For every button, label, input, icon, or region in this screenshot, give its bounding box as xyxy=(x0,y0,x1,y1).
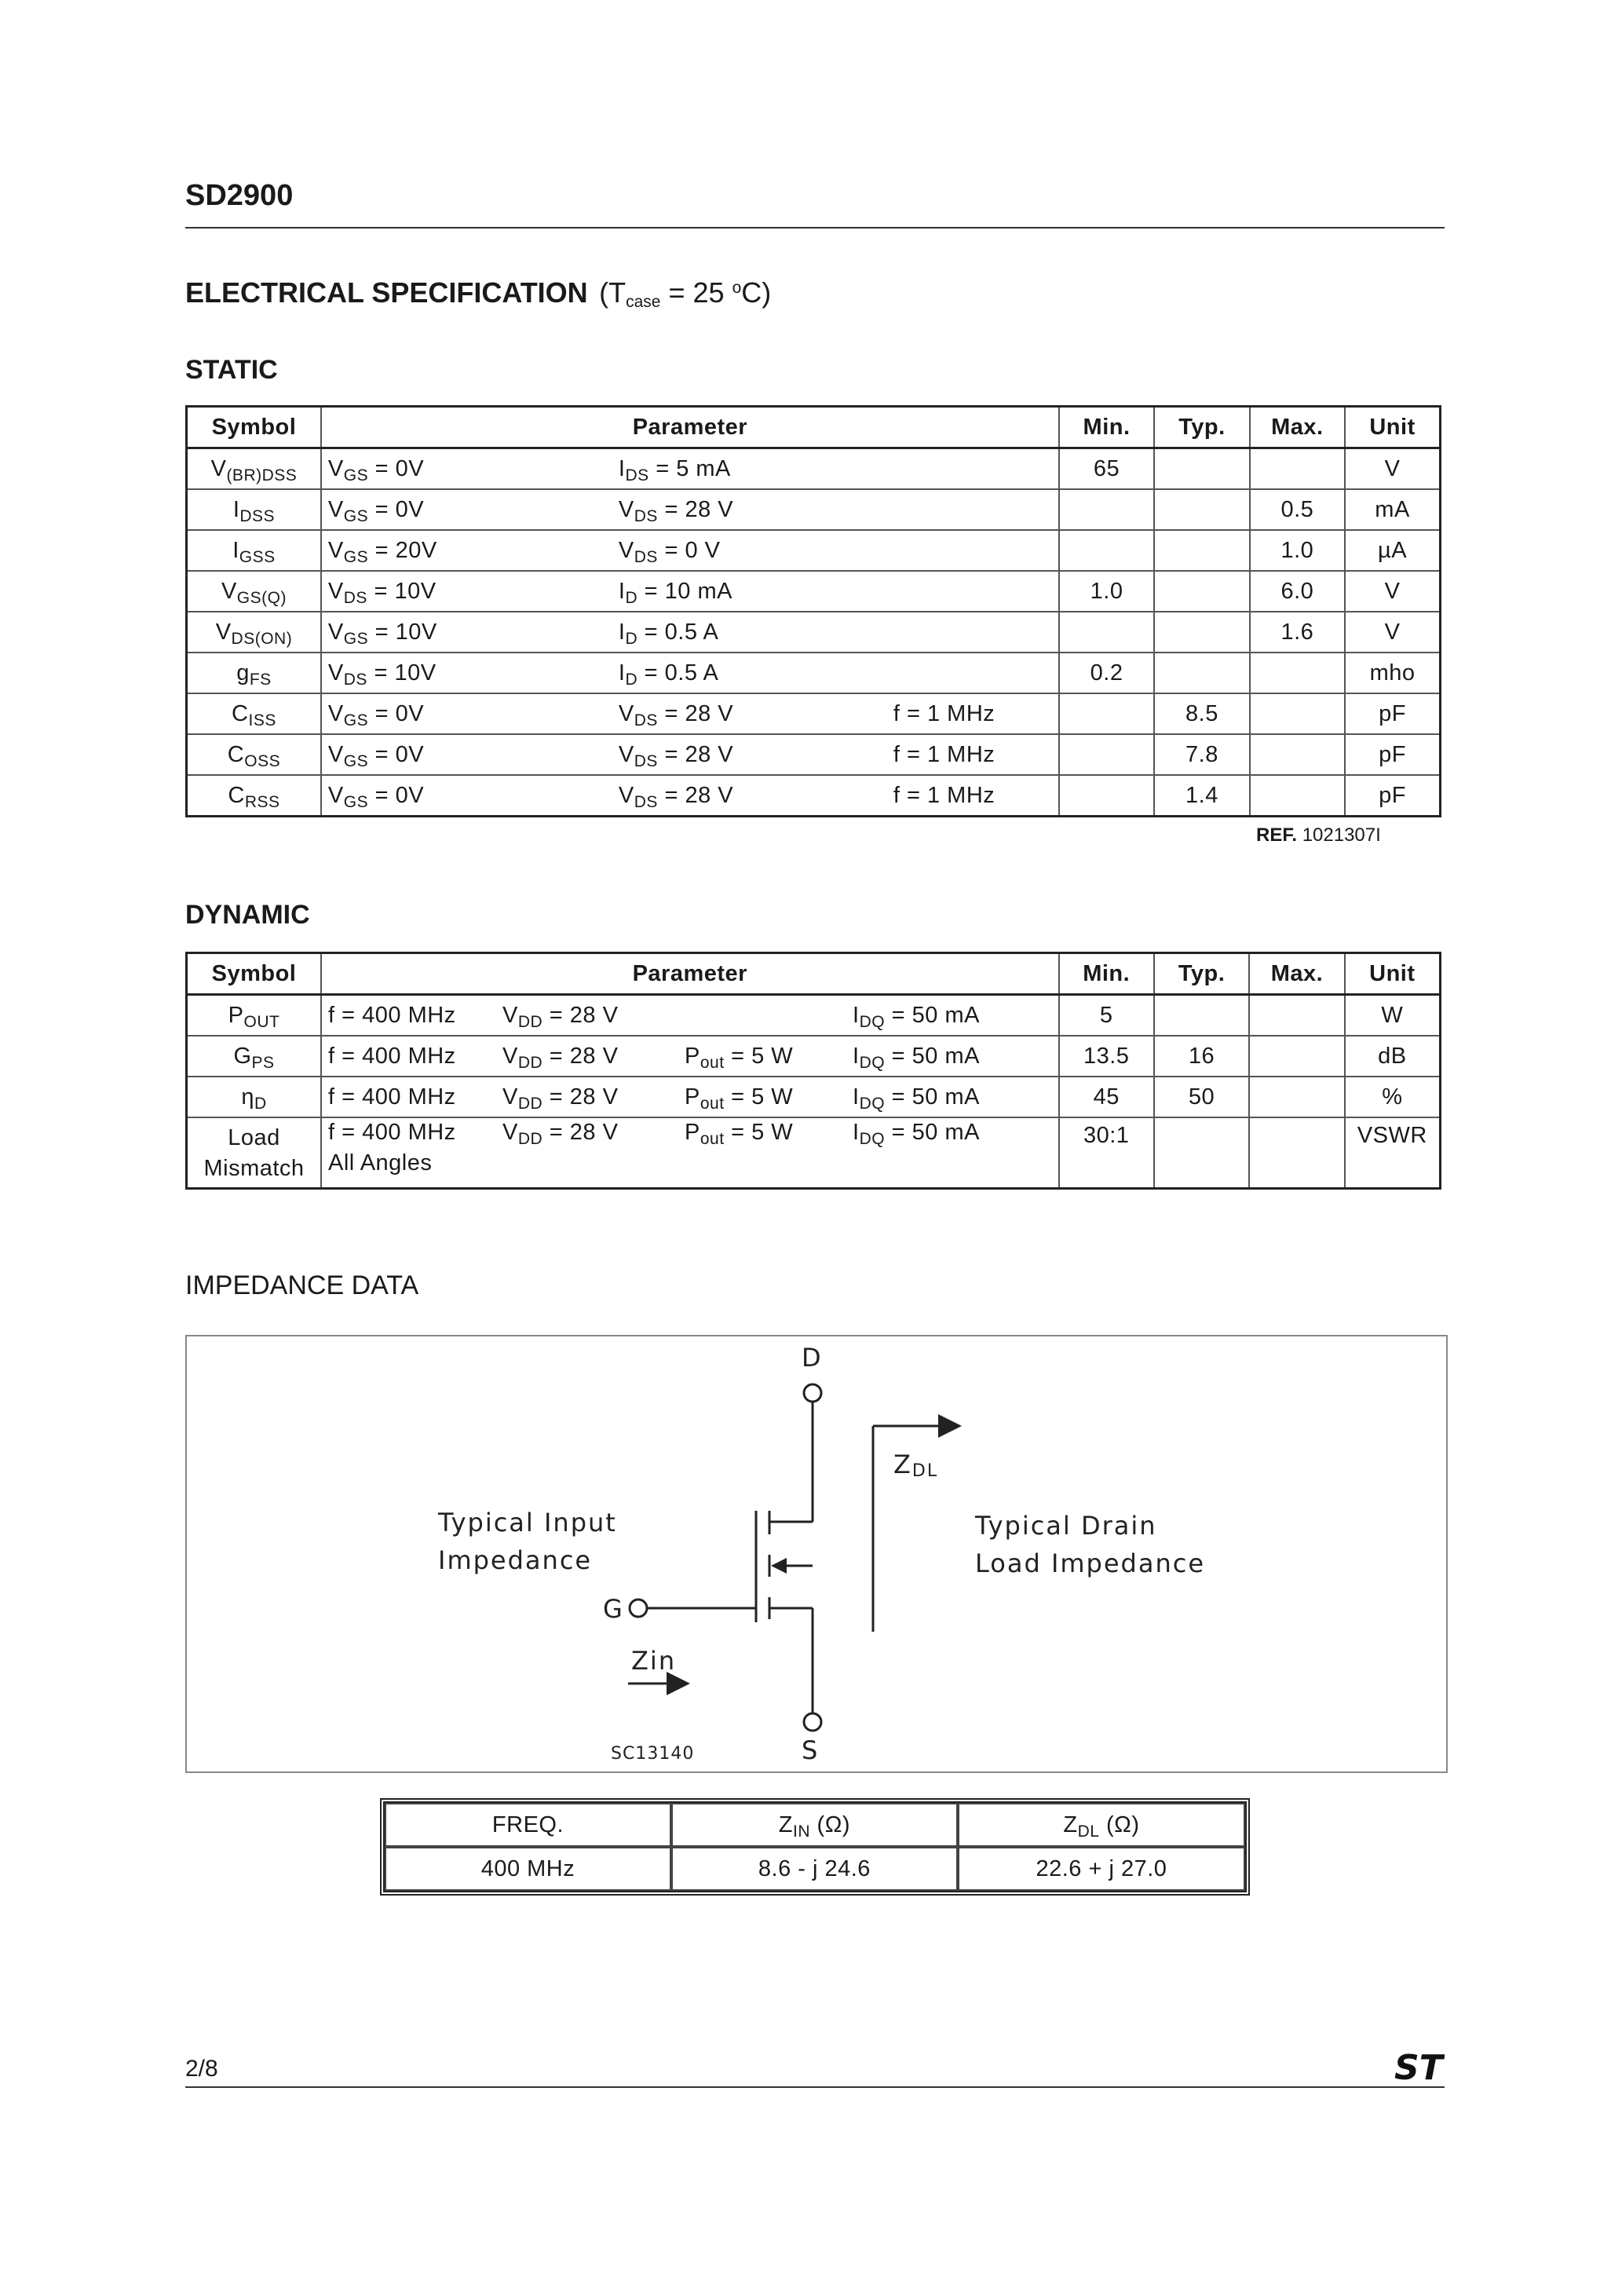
source-label: S xyxy=(802,1735,820,1765)
impedance-table xyxy=(380,1798,1250,1896)
parameter-cell xyxy=(321,448,1059,490)
table-row xyxy=(187,530,1441,571)
parameter-conditions xyxy=(328,742,1052,768)
typ-cell xyxy=(1154,1117,1249,1189)
typ-cell xyxy=(1154,653,1249,693)
parameter-cell xyxy=(321,1077,1059,1117)
idq-condition: $I_{DQ} = 50$ mA xyxy=(853,1043,980,1072)
impedance-header-freq: FREQ. xyxy=(385,1803,671,1847)
max-cell xyxy=(1249,995,1344,1036)
vdd-condition: $V_{DD} = 28$ V xyxy=(502,1120,619,1148)
drain-label: D xyxy=(802,1343,823,1373)
dynamic-header-row xyxy=(187,953,1441,995)
condition-1: $V_{GS} = 0V$ xyxy=(327,455,425,484)
max-cell xyxy=(1250,693,1345,734)
ref-code: REF. 1021307I xyxy=(1256,824,1381,846)
part-number: SD2900 xyxy=(185,179,294,212)
static-table xyxy=(185,405,1441,817)
condition-2: $V_{DS} = 28$ V xyxy=(618,700,734,729)
drain-impedance-label-2: Load Impedance xyxy=(975,1548,1206,1578)
parameter-conditions xyxy=(328,497,1052,523)
condition-3 xyxy=(893,456,1050,482)
parameter-conditions xyxy=(328,456,1052,482)
symbol-cell: $V_{GS(Q)}$ xyxy=(187,571,321,612)
parameter-conditions xyxy=(328,1118,1052,1177)
max-cell: 1.0 xyxy=(1250,530,1345,571)
condition-2: $V_{DS} = 28$ V xyxy=(618,496,734,525)
unit-cell: mA xyxy=(1345,489,1440,530)
symbol-cell: $C_{ISS}$ xyxy=(187,693,321,734)
condition-3 xyxy=(893,497,1050,523)
table-row xyxy=(187,1036,1441,1077)
gate-label: G xyxy=(603,1594,624,1624)
footer-rule xyxy=(185,2086,1445,2088)
unit-cell: µA xyxy=(1345,530,1440,571)
static-header-row xyxy=(187,407,1441,448)
parameter-conditions xyxy=(328,1003,1052,1029)
parameter-cell xyxy=(321,530,1059,571)
min-cell: 5 xyxy=(1059,995,1154,1036)
condition-3 xyxy=(893,620,1050,645)
symbol-cell: $I_{DSS}$ xyxy=(187,489,321,530)
max-cell xyxy=(1250,448,1345,490)
input-impedance-label-2: Impedance xyxy=(438,1545,593,1575)
svg-text:ST: ST xyxy=(1394,2048,1443,2084)
source-terminal xyxy=(804,1713,821,1731)
parameter-cell xyxy=(321,612,1059,653)
parameter-cell xyxy=(321,775,1059,817)
condition-3 xyxy=(893,579,1050,605)
typ-cell: 16 xyxy=(1154,1036,1249,1077)
max-cell: 6.0 xyxy=(1250,571,1345,612)
symbol-cell: $\eta_D$ xyxy=(187,1077,322,1117)
min-cell xyxy=(1059,734,1154,775)
parameter-conditions xyxy=(328,783,1052,809)
symbol-cell: $V_{DS(ON)}$ xyxy=(187,612,321,653)
st-logo-icon xyxy=(1393,2048,1445,2084)
dynamic-header-min: Min. xyxy=(1059,953,1154,995)
frequency-condition: f = 400 MHz xyxy=(328,1120,456,1145)
typ-cell: 7.8 xyxy=(1154,734,1249,775)
table-row xyxy=(187,734,1441,775)
static-header-unit: Unit xyxy=(1345,407,1440,448)
static-header-max: Max. xyxy=(1250,407,1345,448)
parameter-cell xyxy=(321,995,1059,1036)
min-cell xyxy=(1059,612,1154,653)
parameter-conditions xyxy=(328,579,1052,605)
min-cell xyxy=(1059,775,1154,817)
min-cell xyxy=(1059,489,1154,530)
typ-cell xyxy=(1154,448,1249,490)
st-logo xyxy=(1393,2048,1445,2088)
typ-cell xyxy=(1154,612,1249,653)
min-cell xyxy=(1059,693,1154,734)
condition-1: $V_{GS} = 20V$ xyxy=(327,537,437,566)
vdd-condition: $V_{DD} = 28$ V xyxy=(502,1002,619,1031)
parameter-conditions xyxy=(327,660,1052,689)
impedance-zin-value: 8.6 - j 24.6 xyxy=(671,1847,958,1891)
condition-3: f = 1 MHz xyxy=(893,782,995,808)
typ-cell xyxy=(1154,489,1249,530)
condition-1: $V_{GS} = 0V$ xyxy=(327,782,425,811)
unit-cell: pF xyxy=(1345,734,1440,775)
condition-1: $V_{GS} = 10V$ xyxy=(327,619,437,648)
table-row xyxy=(187,448,1441,490)
symbol-cell: Load Mismatch xyxy=(187,1117,322,1189)
min-cell: 1.0 xyxy=(1059,571,1154,612)
drain-terminal xyxy=(804,1384,821,1402)
condition-1: $V_{DS} = 10V$ xyxy=(327,578,437,607)
condition-2: $I_D = 10$ mA xyxy=(618,578,732,607)
condition-3 xyxy=(893,538,1050,564)
mosfet-schematic xyxy=(187,1336,1446,1771)
dynamic-header-max: Max. xyxy=(1249,953,1344,995)
parameter-cell xyxy=(321,489,1059,530)
unit-cell: V xyxy=(1345,612,1440,653)
condition-2: $I_{DS} = 5$ mA xyxy=(618,455,731,484)
parameter-cell xyxy=(321,1036,1059,1077)
unit-cell: V xyxy=(1345,448,1440,490)
typ-cell: 1.4 xyxy=(1154,775,1249,817)
condition-3 xyxy=(893,660,1050,686)
impedance-title: IMPEDANCE DATA xyxy=(185,1270,419,1300)
electrical-spec-condition: (Tcase = 25 $^o$C) xyxy=(599,276,772,311)
max-cell xyxy=(1250,775,1345,817)
condition-2: $V_{DS} = 28$ V xyxy=(618,741,734,770)
symbol-cell: $g_{FS}$ xyxy=(187,653,321,693)
max-cell xyxy=(1249,1117,1344,1189)
static-title: STATIC xyxy=(185,355,278,385)
dynamic-table xyxy=(185,952,1441,1190)
frequency-condition: f = 400 MHz xyxy=(328,1084,456,1110)
symbol-cell: $C_{OSS}$ xyxy=(187,734,321,775)
zdl-label: ZDL xyxy=(893,1450,939,1481)
unit-cell: pF xyxy=(1345,693,1440,734)
min-cell: 13.5 xyxy=(1059,1036,1154,1077)
parameter-conditions xyxy=(328,1043,1052,1072)
condition-2: $V_{DS} = 0$ V xyxy=(618,537,721,566)
static-header-parameter: Parameter xyxy=(321,407,1059,448)
parameter-conditions xyxy=(327,619,1052,648)
gate-terminal xyxy=(630,1600,647,1617)
parameter-conditions xyxy=(328,1084,1052,1113)
min-cell xyxy=(1059,530,1154,571)
dynamic-header-parameter: Parameter xyxy=(321,953,1059,995)
table-row xyxy=(187,653,1441,693)
min-cell: 0.2 xyxy=(1059,653,1154,693)
min-cell: 65 xyxy=(1059,448,1154,490)
condition-1: $V_{GS} = 0V$ xyxy=(327,700,425,729)
body-arrow-icon xyxy=(771,1558,787,1574)
table-row xyxy=(187,995,1441,1036)
idq-condition: $I_{DQ} = 50$ mA xyxy=(853,1084,980,1113)
condition-1: $V_{GS} = 0V$ xyxy=(327,741,425,770)
dynamic-header-typ: Typ. xyxy=(1154,953,1249,995)
table-row xyxy=(187,1077,1441,1117)
condition-2: $I_D = 0.5$ A xyxy=(618,660,719,689)
electrical-spec-heading xyxy=(185,276,771,309)
table-row xyxy=(187,775,1441,817)
unit-cell: % xyxy=(1345,1077,1441,1117)
max-cell: 1.6 xyxy=(1250,612,1345,653)
condition-3: f = 1 MHz xyxy=(893,741,995,767)
max-cell xyxy=(1249,1077,1344,1117)
typ-cell xyxy=(1154,530,1249,571)
idq-condition: $I_{DQ} = 50$ mA xyxy=(853,1002,980,1031)
parameter-cell xyxy=(321,571,1059,612)
unit-cell: W xyxy=(1345,995,1441,1036)
dynamic-header-symbol: Symbol xyxy=(187,953,322,995)
typ-cell xyxy=(1154,995,1249,1036)
impedance-data-row xyxy=(385,1847,1245,1891)
dynamic-title: DYNAMIC xyxy=(185,900,310,930)
static-header-min: Min. xyxy=(1059,407,1154,448)
max-cell xyxy=(1250,734,1345,775)
electrical-spec-title: ELECTRICAL SPECIFICATION xyxy=(185,276,588,309)
impedance-header-zdl: $Z_{DL}$ (Ω) xyxy=(958,1803,1245,1847)
impedance-header-row xyxy=(385,1803,1245,1847)
dynamic-header-unit: Unit xyxy=(1345,953,1441,995)
table-row xyxy=(187,571,1441,612)
table-row xyxy=(187,489,1441,530)
typ-cell xyxy=(1154,571,1249,612)
zin-label: Zin xyxy=(631,1646,677,1676)
page-number: 2/8 xyxy=(185,2056,218,2082)
parameter-conditions xyxy=(328,701,1052,727)
condition-1: $V_{DS} = 10V$ xyxy=(327,660,437,689)
unit-cell: mho xyxy=(1345,653,1440,693)
extra-condition: All Angles xyxy=(328,1150,433,1175)
parameter-cell xyxy=(321,653,1059,693)
header-rule xyxy=(185,227,1445,229)
unit-cell: pF xyxy=(1345,775,1440,817)
condition-1: $V_{GS} = 0V$ xyxy=(327,496,425,525)
frequency-condition: f = 400 MHz xyxy=(328,1043,456,1069)
pout-condition: $P_{out} = 5$ W xyxy=(685,1120,794,1148)
symbol-cell: $P_{OUT}$ xyxy=(187,995,322,1036)
max-cell xyxy=(1250,653,1345,693)
typ-cell: 50 xyxy=(1154,1077,1249,1117)
impedance-zdl-value: 22.6 + j 27.0 xyxy=(958,1847,1245,1891)
parameter-cell xyxy=(321,734,1059,775)
input-impedance-label-1: Typical Input xyxy=(438,1508,617,1537)
min-cell: 30:1 xyxy=(1059,1117,1154,1189)
static-header-typ: Typ. xyxy=(1154,407,1249,448)
parameter-conditions xyxy=(328,538,1052,564)
pout-condition: $P_{out} = 5$ W xyxy=(685,1043,794,1072)
parameter-cell xyxy=(321,693,1059,734)
typ-cell: 8.5 xyxy=(1154,693,1249,734)
symbol-cell: $V_{(BR)DSS}$ xyxy=(187,448,321,490)
condition-3: f = 1 MHz xyxy=(893,700,995,726)
pout-condition xyxy=(685,1003,853,1029)
symbol-cell: $I_{GSS}$ xyxy=(187,530,321,571)
table-row xyxy=(187,693,1441,734)
table-row xyxy=(187,612,1441,653)
max-cell: 0.5 xyxy=(1250,489,1345,530)
condition-2: $I_D = 0.5$ A xyxy=(618,619,719,648)
idq-condition: $I_{DQ} = 50$ mA xyxy=(853,1120,980,1148)
vdd-condition: $V_{DD} = 28$ V xyxy=(502,1043,619,1072)
unit-cell: VSWR xyxy=(1345,1117,1441,1189)
unit-cell: dB xyxy=(1345,1036,1441,1077)
impedance-freq-value: 400 MHz xyxy=(385,1847,671,1891)
min-cell: 45 xyxy=(1059,1077,1154,1117)
diagram-code: SC13140 xyxy=(611,1744,695,1764)
vdd-condition: $V_{DD} = 28$ V xyxy=(502,1084,619,1113)
symbol-cell: $C_{RSS}$ xyxy=(187,775,321,817)
impedance-diagram xyxy=(185,1335,1448,1773)
symbol-cell: $G_{PS}$ xyxy=(187,1036,322,1077)
pout-condition: $P_{out} = 5$ W xyxy=(685,1084,794,1113)
parameter-cell xyxy=(321,1117,1059,1189)
max-cell xyxy=(1249,1036,1344,1077)
impedance-header-zin: $Z_{IN}$ (Ω) xyxy=(671,1803,958,1847)
condition-2: $V_{DS} = 28$ V xyxy=(618,782,734,811)
unit-cell: V xyxy=(1345,571,1440,612)
frequency-condition: f = 400 MHz xyxy=(328,1002,456,1028)
table-row xyxy=(187,1117,1441,1189)
static-header-symbol: Symbol xyxy=(187,407,321,448)
drain-impedance-label-1: Typical Drain xyxy=(975,1511,1157,1541)
